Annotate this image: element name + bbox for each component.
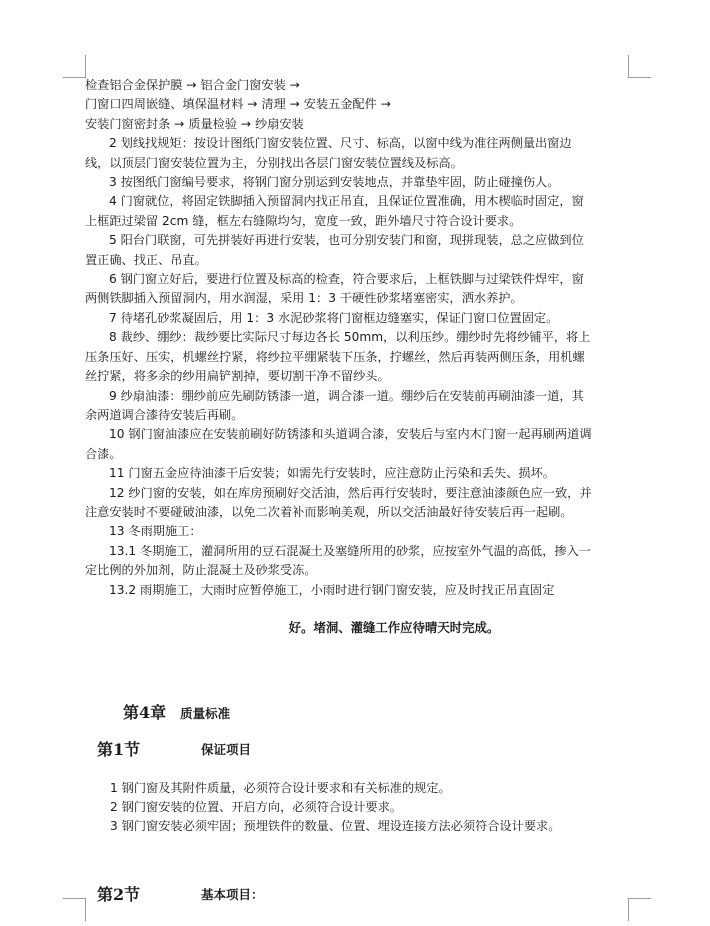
paragraph-step-11: 11 门窗五金应待油漆干后安装；如需先行安装时，应注意防止污染和丢失、损坏。 bbox=[109, 466, 555, 481]
paragraph-step-7: 7 待堵孔砂浆凝固后，用 1：3 水泥砂浆将门窗框边缝塞实，保证门窗口位置固定。 bbox=[109, 310, 559, 325]
guarantee-item-list bbox=[110, 779, 590, 836]
chapter-title: 质量标准 bbox=[180, 706, 231, 721]
crop-mark-bottom-left bbox=[63, 898, 86, 921]
section-number: 第1节 bbox=[97, 740, 141, 759]
paragraph-step-9: 9 纱扇油漆：绷纱前应先刷防锈漆一道，调合漆一道。绷纱后在安装前再刷油漆一道，其余两道调合漆待安装后再刷。 bbox=[85, 388, 584, 422]
paragraph-step-6: 6 钢门窗立好后，要进行位置及标高的检查，符合要求后，上框铁脚与过梁铁件焊牢，窗两侧铁脚插入预留洞内，用水润湿，采用 1：3 干硬性砂浆堵塞密实，洒水养护。 bbox=[85, 272, 584, 306]
process-flow-line: 安装门窗密封条 → 质量检验 → 纱扇安装 bbox=[85, 116, 304, 131]
list-item: 2 钢门窗安装的位置、开启方向，必须符合设计要求。 bbox=[110, 800, 402, 814]
paragraph-step-12: 12 纱门窗的安装，如在库房预刷好交活油，然后再行安装时，要注意油漆颜色应一致，并注意安装时不要碰破油漆，以免二次着补而影响美观，所以交活油最好待安装后再一起刷。 bbox=[85, 485, 592, 519]
crop-mark-bottom-right bbox=[628, 898, 651, 921]
body-text bbox=[85, 76, 593, 637]
crop-mark-top-left bbox=[63, 55, 86, 78]
process-flow-line: 检查铝合金保护膜 → 铝合金门窗安装 → bbox=[85, 78, 300, 92]
paragraph-step-8: 8 裁纱、绷纱：裁纱要比实际尺寸每边各长 50mm，以利压纱。绷纱时先将纱铺平，将上压条压好、压实，机螺丝拧紧，将纱拉平绷紧装下压条，拧螺丝，然后再装两侧压条，用机螺丝拧紧，将多余的纱用扁铲割掉，要切割干净不留纱头。 bbox=[85, 330, 591, 384]
paragraph-step-3: 3 按图纸门窗编号要求，将钢门窗分别运到安装地点，并靠垫牢固，防止碰撞伤人。 bbox=[109, 175, 560, 190]
chapter-number: 第4章 bbox=[123, 703, 167, 722]
paragraph-step-4: 4 门窗就位，将固定铁脚插入预留洞内找正吊直，且保证位置准确，用木楔临时固定，窗上框距过梁留 2cm 缝，框左右缝隙均匀，宽度一致，距外墙尺寸符合设计要求。 bbox=[85, 194, 584, 228]
section-title: 基本项目： bbox=[201, 887, 264, 902]
paragraph-step-13: 13 冬雨期施工： bbox=[109, 524, 202, 539]
list-item: 1 钢门窗及其附件质量，必须符合设计要求和有关标准的规定。 bbox=[110, 781, 451, 795]
section-number: 第2节 bbox=[97, 885, 141, 904]
paragraph-step-13-2: 13.2 雨期施工，大雨时应暂停施工，小雨时进行钢门窗安装，应及时找正吊直固定 bbox=[109, 582, 555, 597]
section-title: 保证项目 bbox=[201, 742, 252, 757]
list-item: 3 钢门窗安装必须牢固；预埋铁件的数量、位置、埋设连接方法必须符合设计要求。 bbox=[110, 819, 561, 833]
paragraph-step-2: 2 划线找规矩：按设计图纸门窗安装位置、尺寸、标高，以窗中线为准往两侧量出窗边线，以顶层门窗安装位置为主，分别找出各层门窗安装位置线及标高。 bbox=[85, 136, 572, 170]
paragraph-step-5: 5 阳台门联窗，可先拼装好再进行安装，也可分别安装门和窗，现拼现装，总之应做到位置正确、找正、吊直。 bbox=[85, 233, 584, 267]
paragraph-step-13-1: 13.1 冬期施工，灌洞所用的豆石混凝土及塞缝所用的砂浆，应按室外气温的高低，掺入一定比例的外加剂，防止混凝土及砂浆受冻。 bbox=[85, 543, 591, 578]
paragraph-step-10: 10 钢门窗油漆应在安装前刷好防锈漆和头道调合漆，安装后与室内木门窗一起再刷两道调合漆。 bbox=[85, 427, 592, 461]
chapter-heading bbox=[123, 700, 230, 723]
section-heading-2 bbox=[97, 882, 264, 905]
paragraph-tail-line: 好。堵洞、灌缝工作应待晴天时完成。 bbox=[288, 619, 500, 635]
process-flow-line: 门窗口四周嵌缝、填保温材料 → 清理 → 安装五金配件 → bbox=[85, 97, 391, 112]
section-heading-1 bbox=[97, 737, 252, 760]
crop-mark-top-right bbox=[628, 55, 651, 78]
